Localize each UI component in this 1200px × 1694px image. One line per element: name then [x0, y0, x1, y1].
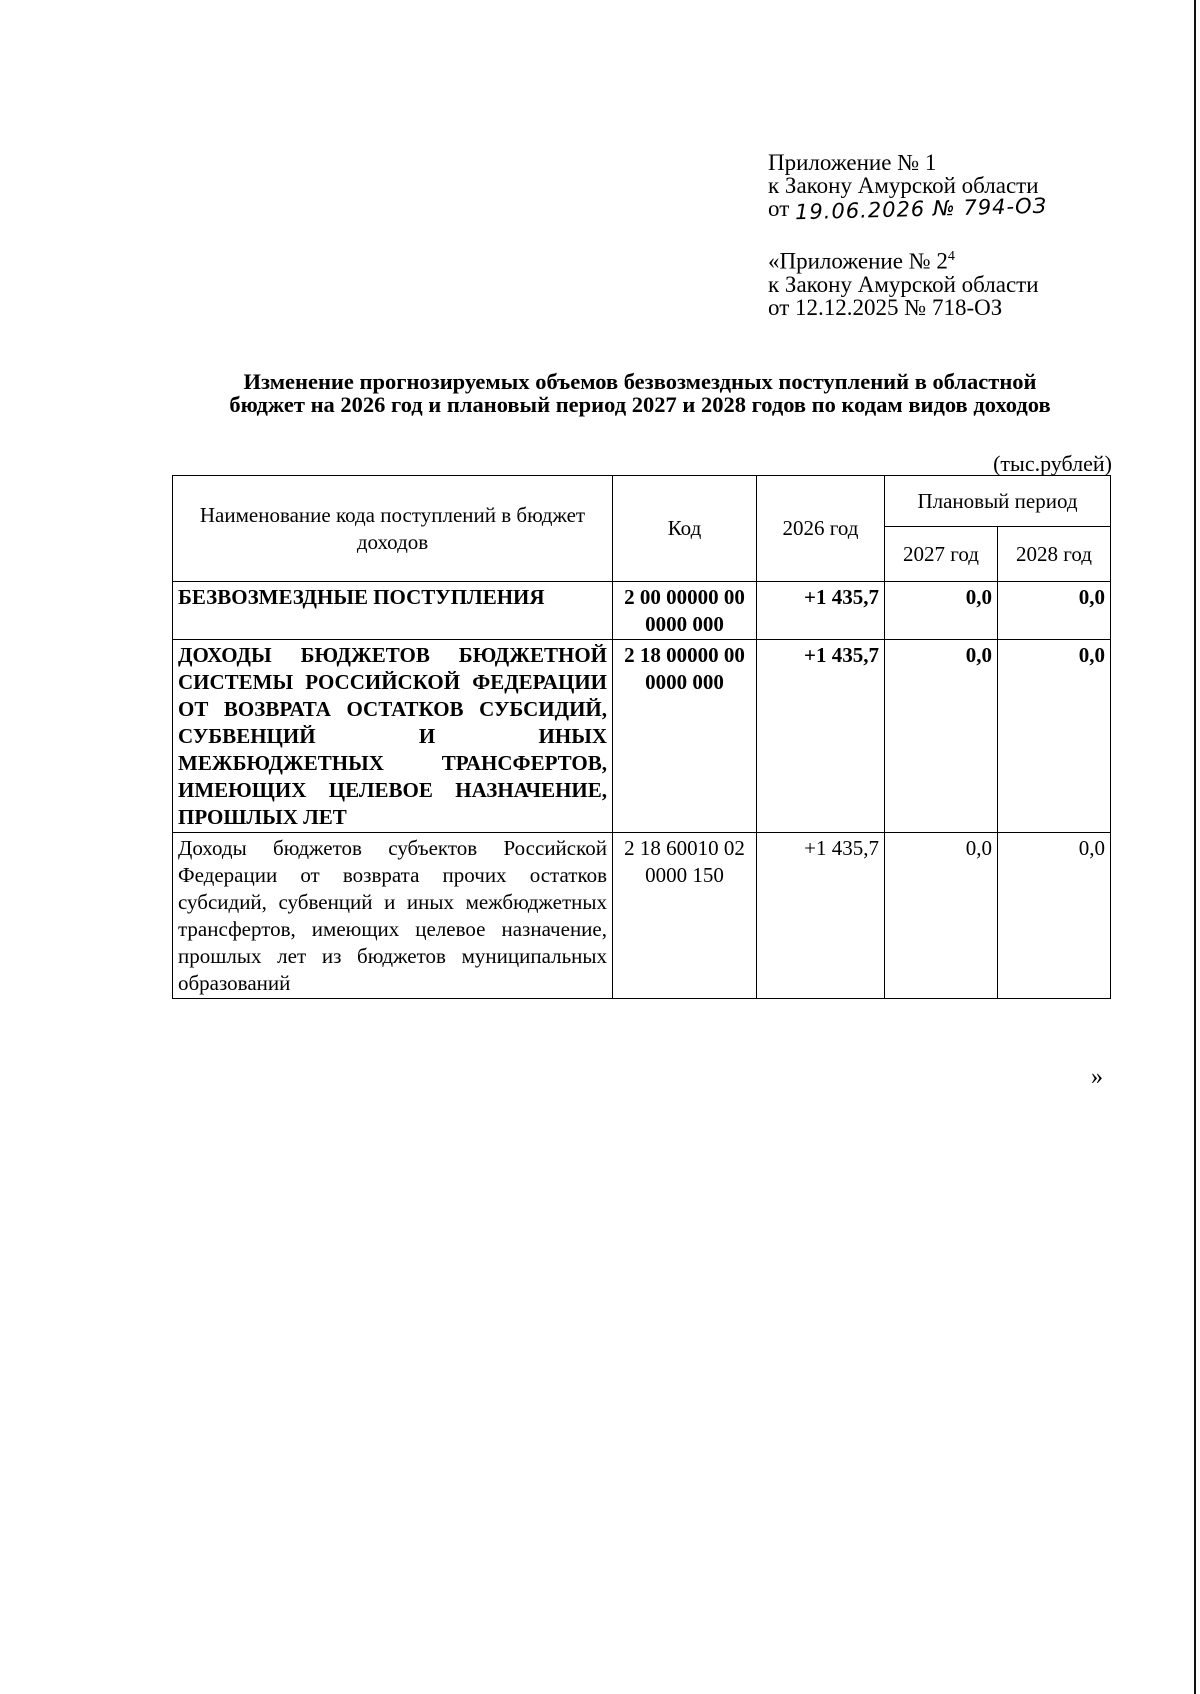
document-title-line-1: Изменение прогнозируемых объемов безвозмездных поступлений в областной [243, 369, 1037, 394]
appendix-header [768, 150, 1048, 225]
row-name: ДОХОДЫ БЮДЖЕТОВ БЮДЖЕТНОЙ СИСТЕМЫ РОССИЙСКОЙ ФЕДЕРАЦИИ ОТ ВОЗВРАТА ОСТАТКОВ СУБСИДИЙ, СУБВЕНЦИЙ И ИНЫХ МЕЖБЮДЖЕТНЫХ ТРАНСФЕРТОВ, ИМЕЮЩИХ ЦЕЛЕВОЕ НАЗНАЧЕНИЕ, ПРОШЛЫХ ЛЕТ [173, 640, 613, 833]
quoted-appendix-superscript: 4 [947, 249, 955, 264]
table-header-row [173, 476, 1111, 527]
header-year-2026: 2026 год [757, 476, 885, 582]
appendix-law: к Закону Амурской области [768, 173, 1039, 198]
appendix-date-line [768, 193, 1048, 225]
row-value-2026: +1 435,7 [757, 582, 885, 640]
row-code: 2 18 60010 02 0000 150 [613, 833, 757, 999]
quoted-appendix-law: к Закону Амурской области [768, 271, 1039, 297]
row-value-2028: 0,0 [998, 582, 1111, 640]
closing-quote-mark: » [1091, 1064, 1103, 1090]
row-name: БЕЗВОЗМЕЗДНЫЕ ПОСТУПЛЕНИЯ [173, 582, 613, 640]
revenue-table [172, 475, 1111, 999]
row-value-2027: 0,0 [885, 582, 998, 640]
row-code: 2 00 00000 00 0000 000 [613, 582, 757, 640]
table-row [173, 582, 1111, 640]
row-value-2027: 0,0 [885, 640, 998, 833]
document-title-line-2: бюджет на 2026 год и плановый период 2027 и 2028 годов по кодам видов доходов [229, 392, 1051, 417]
table-row [173, 833, 1111, 999]
table-row [173, 640, 1111, 833]
header-name: Наименование кода поступлений в бюджет доходов [173, 476, 613, 582]
quoted-appendix-title [768, 245, 1039, 273]
appendix-title: Приложение № 1 [768, 150, 937, 175]
row-name: Доходы бюджетов субъектов Российской Федерации от возврата прочих остатков субсидий, субвенций и иных межбюджетных трансфертов, имеющих целевое назначение, прошлых лет из бюджетов муниципальных образований [173, 833, 613, 999]
header-year-2027: 2027 год [885, 527, 998, 582]
header-code: Код [613, 476, 757, 582]
header-planned-period: Плановый период [885, 476, 1111, 527]
row-value-2028: 0,0 [998, 833, 1111, 999]
row-value-2026: +1 435,7 [757, 833, 885, 999]
row-value-2027: 0,0 [885, 833, 998, 999]
handwritten-date-number: 19.06.2026 № 794-ОЗ [794, 193, 1048, 225]
document-title [160, 370, 1120, 416]
row-value-2028: 0,0 [998, 640, 1111, 833]
quoted-appendix-title-text: «Приложение № 2 [768, 248, 948, 274]
units-label: (тыс.рублей) [993, 451, 1112, 476]
row-code: 2 18 00000 00 0000 000 [613, 640, 757, 833]
appendix-date-prefix: от [768, 196, 790, 221]
quoted-appendix-header [768, 245, 1039, 319]
page-edge-line [1194, 0, 1196, 1694]
header-year-2028: 2028 год [998, 527, 1111, 582]
row-value-2026: +1 435,7 [757, 640, 885, 833]
quoted-appendix-date: от 12.12.2025 № 718-ОЗ [768, 294, 1003, 320]
